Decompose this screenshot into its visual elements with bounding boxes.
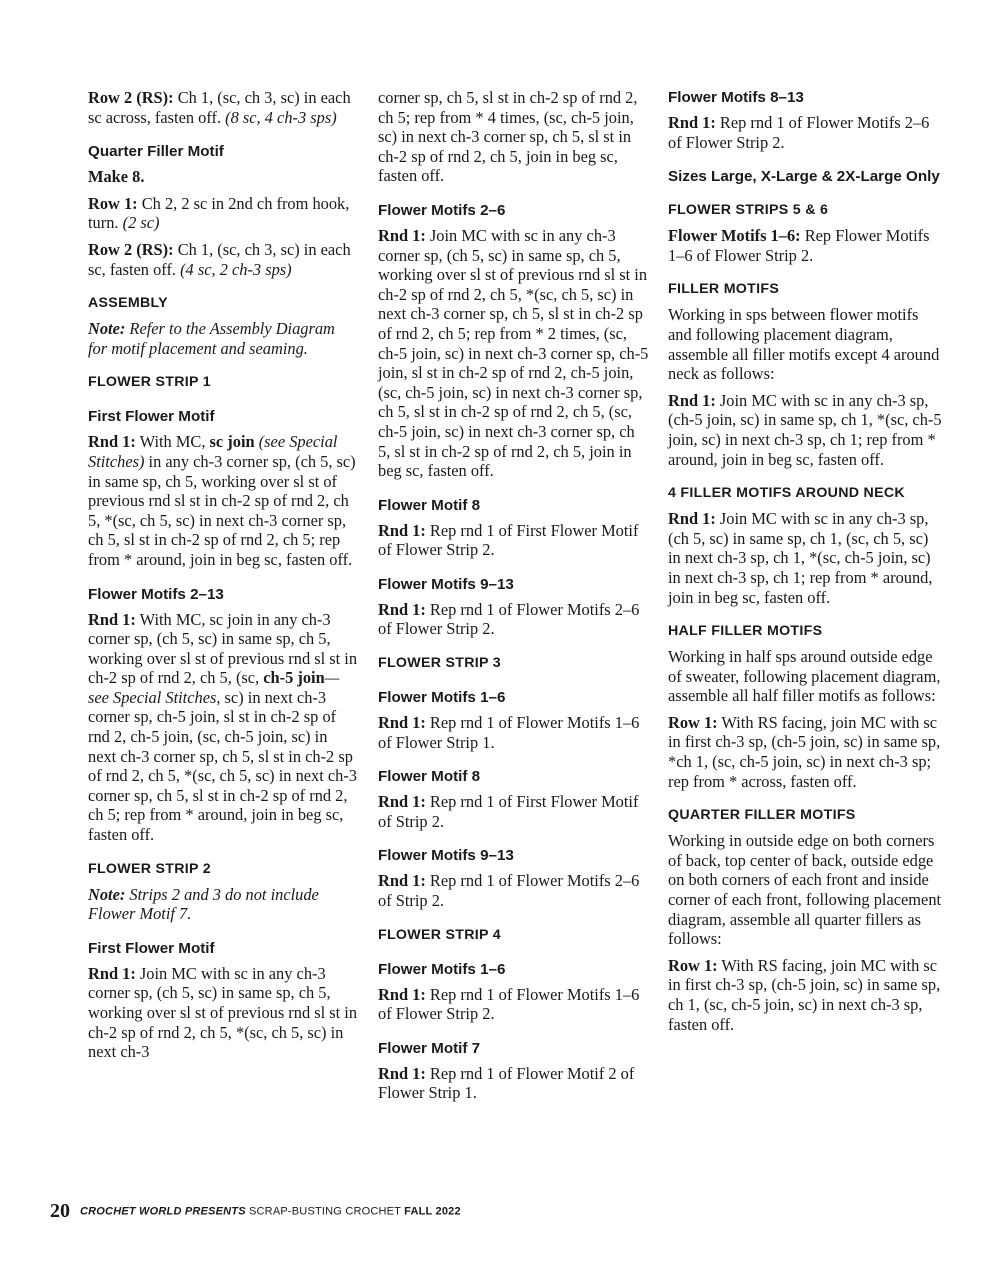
section-heading: Sizes Large, X-Large & 2X-Large Only (668, 168, 940, 186)
section-heading: ASSEMBLY (88, 295, 168, 312)
page-footer (50, 1200, 461, 1223)
paragraph: Rnd 1: Join MC with sc in any ch-3 sp, (ch 5, sc) in same sp, ch 1, (sc, ch 5, sc) in next ch-3 sp, ch 1, *(sc, ch-5 join, sc) in next ch-3 sp, ch 1; rep from * around, join in beg sc, fasten off. (668, 509, 933, 607)
paragraph: Rnd 1: Rep rnd 1 of Flower Motif 2 of Flower Strip 1. (378, 1063, 635, 1103)
section-heading: FILLER MOTIFS (668, 281, 780, 298)
section-heading: FLOWER STRIPS 5 & 6 (668, 202, 829, 219)
publication-issue: FALL 2022 (404, 1205, 461, 1218)
section-heading: Flower Motifs 1–6 (378, 960, 506, 978)
section-heading: Flower Motifs 2–13 (88, 585, 224, 603)
section-heading: Flower Motif 8 (378, 768, 481, 786)
paragraph: Rnd 1: Rep rnd 1 of First Flower Motif of Strip 2. (378, 792, 639, 831)
column-2 (378, 88, 650, 1110)
paragraph: Rnd 1: With MC, sc join in any ch-3 corner sp, (ch 5, sc) in same sp, ch 5, working over sl st of previous rnd sl st in ch-2 sp of rnd 2, ch 5, (sc, ch-5 join—see Special Stitches, sc) in next ch-3 corner sp, ch-5 join, sl st in ch-2 sp of rnd 2, ch-5 join, (sc, ch-5 join, sc) in next ch-3 corner sp, ch 5, sl st in ch-2 sp of rnd 2, ch 5, *(sc, ch 5, sc) in next ch-3 corner sp, ch 5, sl st in ch-2 sp of rnd 2, ch 5; rep from * around, join in beg sc, fasten off. (88, 609, 358, 845)
paragraph: Rnd 1: Join MC with sc in any ch-3 corner sp, (ch 5, sc) in same sp, ch 5, working over sl st of previous rnd sl st in ch-2 sp of rnd 2, ch 5, *(sc, ch 5, sc) in next ch-3 (88, 963, 358, 1062)
paragraph: Row 1: With RS facing, join MC with sc in first ch-3 sp, (ch-5 join, sc) in same sp, *ch 1, (sc, ch-5 join, sc) in next ch-3 sp; rep from * across, fasten off. (668, 712, 941, 791)
section-heading: 4 FILLER MOTIFS AROUND NECK (668, 485, 905, 502)
section-heading: First Flower Motif (88, 939, 215, 957)
publication-brand: CROCHET WORLD PRESENTS (80, 1205, 246, 1218)
note: Note: Strips 2 and 3 do not include Flower Motif 7. (88, 884, 319, 924)
publication-title: SCRAP-BUSTING CROCHET (245, 1205, 405, 1218)
paragraph: Rnd 1: Rep rnd 1 of Flower Motifs 2–6 of Strip 2. (378, 871, 640, 911)
section-heading: Flower Motifs 1–6 (378, 689, 506, 707)
section-heading: FLOWER STRIP 2 (88, 860, 211, 877)
section-heading: FLOWER STRIP 4 (378, 926, 501, 943)
section-heading: Flower Motifs 9–13 (378, 847, 514, 865)
paragraph: Rnd 1: With MC, sc join (see Special Stitches) in any ch-3 corner sp, (ch 5, sc) in same sp, ch 5, working over sl st of previous rnd sl st in ch-2 sp of rnd 2, ch 5, *(sc, ch 5, sc) in next ch-3 corner sp, ch 5, sl st in ch-2 sp of rnd 2, ch 5; rep from * around, join in beg sc, fasten off. (88, 432, 356, 569)
paragraph: Working in outside edge on both corners of back, top center of back, outside edge on both corners of each front and inside corner of each front, following placement diagram, assemble all quarter fillers as follows: (668, 831, 942, 949)
section-heading: QUARTER FILLER MOTIFS (668, 807, 856, 824)
paragraph: Row 1: With RS facing, join MC with sc in first ch-3 sp, (ch-5 join, sc) in same sp, ch 1, (sc, ch-5 join, sc) in next ch-3 sp, fasten off. (668, 955, 941, 1034)
note: Note: Refer to the Assembly Diagram for motif placement and seaming. (88, 319, 335, 358)
section-heading: FLOWER STRIP 3 (378, 655, 501, 672)
paragraph: Make 8. (88, 167, 145, 187)
paragraph: Row 2 (RS): Ch 1, (sc, ch 3, sc) in each sc, fasten off. (4 sc, 2 ch-3 sps) (88, 239, 351, 279)
section-heading: Flower Motifs 8–13 (668, 89, 804, 106)
section-heading: Flower Motifs 9–13 (378, 575, 514, 593)
section-heading: Quarter Filler Motif (88, 143, 224, 161)
paragraph: Row 1: Ch 2, 2 sc in 2nd ch from hook, turn. (2 sc) (88, 193, 350, 233)
paragraph: Rnd 1: Rep rnd 1 of Flower Motifs 2–6 of Flower Strip 2. (668, 113, 930, 152)
page-number: 20 (50, 1200, 70, 1222)
paragraph: Rnd 1: Rep rnd 1 of Flower Motifs 1–6 of Flower Strip 2. (378, 984, 640, 1024)
paragraph: Rnd 1: Join MC with sc in any ch-3 corner sp, (ch 5, sc) in same sp, ch 5, working over sl st of previous rnd sl st in ch-2 sp of rnd 2, ch 5, *(sc, ch 5, sc) in next ch-3 corner sp, ch 5, sl st in ch-2 sp of rnd 2, ch 5; rep from * 2 times, (sc, ch-5 join, sc) in next ch-3 corner sp, ch-5 join, sl st in ch-2 sp of rnd 2, ch-5 join, (sc, ch-5 join, sc) in next ch-3 corner sp, ch 5, sl st in ch-2 sp of rnd 2, ch 5, (sc, ch-5 join, sc) in next ch-3 corner sp, ch 5, sl st in ch-2 sp of rnd 2, ch 5, join in beg sc, fasten off. (378, 225, 649, 481)
column-1 (88, 88, 358, 1069)
paragraph: Rnd 1: Rep rnd 1 of Flower Motifs 2–6 of Flower Strip 2. (378, 599, 640, 639)
section-heading: FLOWER STRIP 1 (88, 374, 211, 391)
column-3 (668, 88, 942, 1041)
section-heading: Flower Motifs 2–6 (378, 201, 506, 219)
paragraph: corner sp, ch 5, sl st in ch-2 sp of rnd 2, ch 5; rep from * 4 times, (sc, ch-5 join, sc) in next ch-3 corner sp, ch 5, sl st in ch-2 sp of rnd 2, ch 5, join in beg sc, fasten off. (378, 88, 638, 186)
paragraph: Rnd 1: Rep rnd 1 of First Flower Motif of Flower Strip 2. (378, 520, 639, 560)
paragraph: Rnd 1: Join MC with sc in any ch-3 sp, (ch-5 join, sc) in same sp, ch 1, *(sc, ch-5 join, sc) in next ch-3 sp, ch 1; rep from * around, join in beg sc, fasten off. (668, 390, 942, 469)
paragraph: Row 2 (RS): Ch 1, (sc, ch 3, sc) in each sc across, fasten off. (8 sc, 4 ch-3 sps) (88, 88, 351, 127)
paragraph: Working in half sps around outside edge of sweater, following placement diagram, assemble all half filler motifs as follows: (668, 647, 941, 706)
paragraph: Flower Motifs 1–6: Rep Flower Motifs 1–6 of Flower Strip 2. (668, 226, 930, 265)
paragraph: Rnd 1: Rep rnd 1 of Flower Motifs 1–6 of Flower Strip 1. (378, 713, 640, 752)
section-heading: HALF FILLER MOTIFS (668, 623, 823, 640)
section-heading: Flower Motif 7 (378, 1039, 481, 1057)
section-heading: First Flower Motif (88, 408, 215, 426)
paragraph: Working in sps between flower motifs and following placement diagram, assemble all filler motifs except 4 around neck as follows: (668, 305, 940, 384)
section-heading: Flower Motif 8 (378, 496, 481, 514)
